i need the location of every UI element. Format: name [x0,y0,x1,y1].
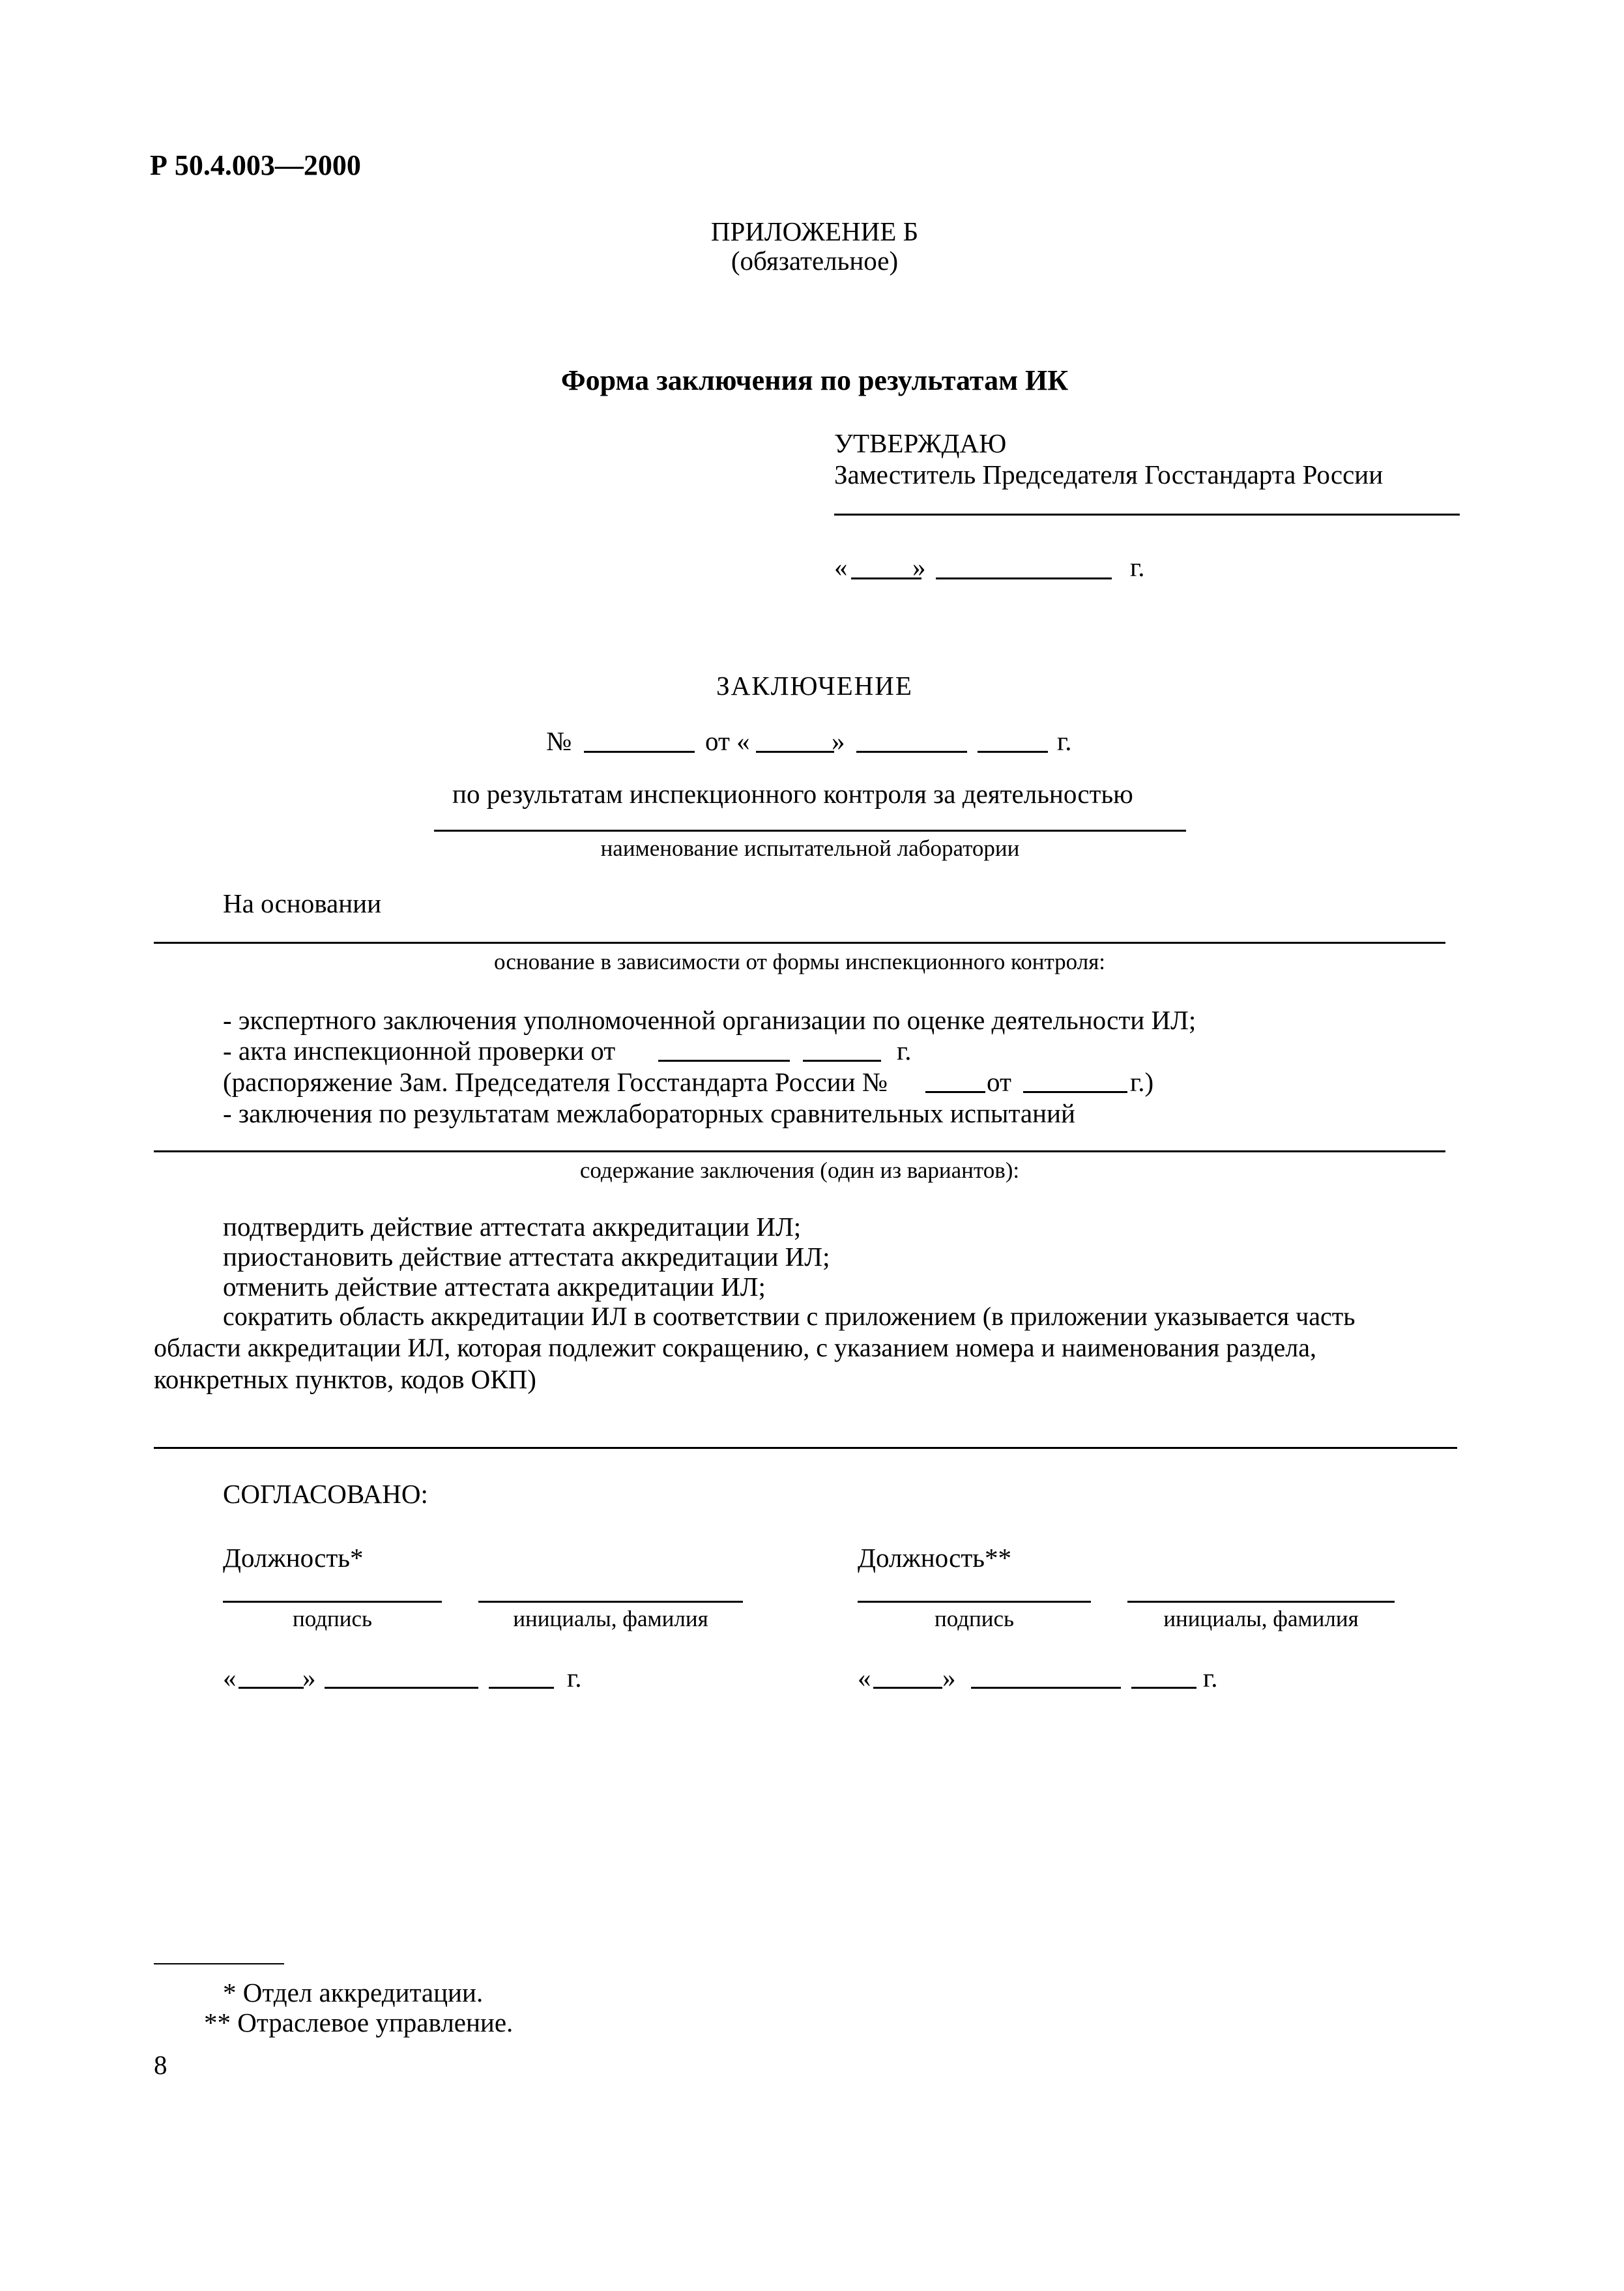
footnote-industry-dept: ** Отраслевое управление. [204,2007,514,2037]
left-date-year-line [489,1687,554,1689]
agreed-label: СОГЛАСОВАНО: [223,1479,428,1509]
approval-year-suffix: г. [1130,552,1145,582]
right-date-quote-open: « [858,1663,871,1693]
content-option-reduce-line2: области аккредитации ИЛ, которая подлежит сокращению, с указанием номера и наименования раздела, [154,1333,1316,1362]
right-date-day-line [873,1687,942,1689]
conclusion-title: ЗАКЛЮЧЕНИЕ [716,671,913,701]
basis-label: На основании [223,888,382,918]
content-option-cancel: отменить действие аттестата аккредитации ИЛ; [223,1272,766,1302]
left-date-year-suffix: г. [567,1663,582,1693]
conclusion-number-line [584,751,695,753]
approve-label: УТВЕРЖДАЮ [834,428,1007,458]
conclusion-day-line [756,751,834,753]
basis-item-act: - акта инспекционной проверки от [223,1036,616,1066]
left-position-label: Должность* [223,1543,364,1573]
right-name-caption: инициалы, фамилия [1163,1606,1359,1631]
conclusion-number-sign: № [546,726,572,756]
left-name-caption: инициалы, фамилия [513,1606,708,1631]
order-year-suffix: г.) [1130,1067,1154,1097]
conclusion-from-label: от « [705,726,750,756]
approver-position: Заместитель Председателя Госстандарта России [834,460,1384,489]
left-date-day-line [239,1687,304,1689]
content-bottom-line [154,1447,1457,1449]
left-date-quote-close: » [302,1663,316,1693]
basis-caption: основание в зависимости от формы инспекционного контроля: [493,949,1106,974]
lab-name-caption: наименование испытательной лаборатории [600,836,1020,861]
conclusion-quote-close: » [832,726,845,756]
approval-day-line [851,577,921,579]
order-from-word: от [987,1067,1011,1097]
form-title: Форма заключения по результатам ИК [560,364,1069,396]
approver-signature-line [834,514,1460,516]
footnote-accreditation-dept: * Отдел аккредитации. [223,1977,484,2007]
content-option-reduce-line3: конкретных пунктов, кодов ОКП) [154,1364,536,1394]
basis-item-expert: - экспертного заключения уполномоченной организации по оценке деятельности ИЛ; [223,1005,1196,1035]
approval-month-line [936,577,1112,579]
act-date-line [658,1060,790,1062]
right-name-line [1127,1601,1395,1603]
right-date-year-line [1131,1687,1196,1689]
left-date-month-line [325,1687,478,1689]
conclusion-month-line [856,751,967,753]
right-signature-line [858,1601,1091,1603]
page-number: 8 [154,2050,167,2080]
conclusion-year-line [978,751,1048,753]
order-date-line [1023,1091,1127,1093]
right-date-year-suffix: г. [1203,1663,1218,1693]
content-caption: содержание заключения (один из вариантов): [579,1158,1020,1183]
right-date-month-line [971,1687,1121,1689]
footnote-separator [154,1963,284,1964]
left-date-quote-open: « [223,1663,237,1693]
right-signature-caption: подпись [935,1606,1014,1631]
act-year-line [803,1060,881,1062]
approval-quote-close: » [912,552,926,582]
content-line [154,1150,1445,1152]
left-signature-caption: подпись [293,1606,372,1631]
right-position-label: Должность** [858,1543,1011,1573]
content-option-confirm: подтвердить действие аттестата аккредитации ИЛ; [223,1212,802,1242]
appendix-subtitle: (обязательное) [731,246,899,276]
basis-item-interlab: - заключения по результатам межлабораторных сравнительных испытаний [223,1098,1075,1128]
order-number-line [925,1091,985,1093]
right-date-quote-close: » [942,1663,956,1693]
lab-name-line [434,830,1186,832]
basis-line [154,942,1445,944]
approval-quote-open: « [834,552,848,582]
document-code: Р 50.4.003—2000 [150,149,361,181]
content-option-suspend: приостановить действие аттестата аккредитации ИЛ; [223,1242,830,1272]
appendix-title: ПРИЛОЖЕНИЕ Б [710,216,919,246]
left-signature-line [223,1601,442,1603]
conclusion-subject: по результатам инспекционного контроля за деятельностью [452,779,1133,809]
act-year-suffix: г. [897,1036,912,1066]
basis-item-order: (распоряжение Зам. Председателя Госстандарта России № [223,1067,888,1097]
left-name-line [478,1601,743,1603]
conclusion-year-suffix: г. [1057,726,1072,756]
content-option-reduce-line1: сократить область аккредитации ИЛ в соответствии с приложением (в приложении указывается часть [223,1302,1356,1331]
